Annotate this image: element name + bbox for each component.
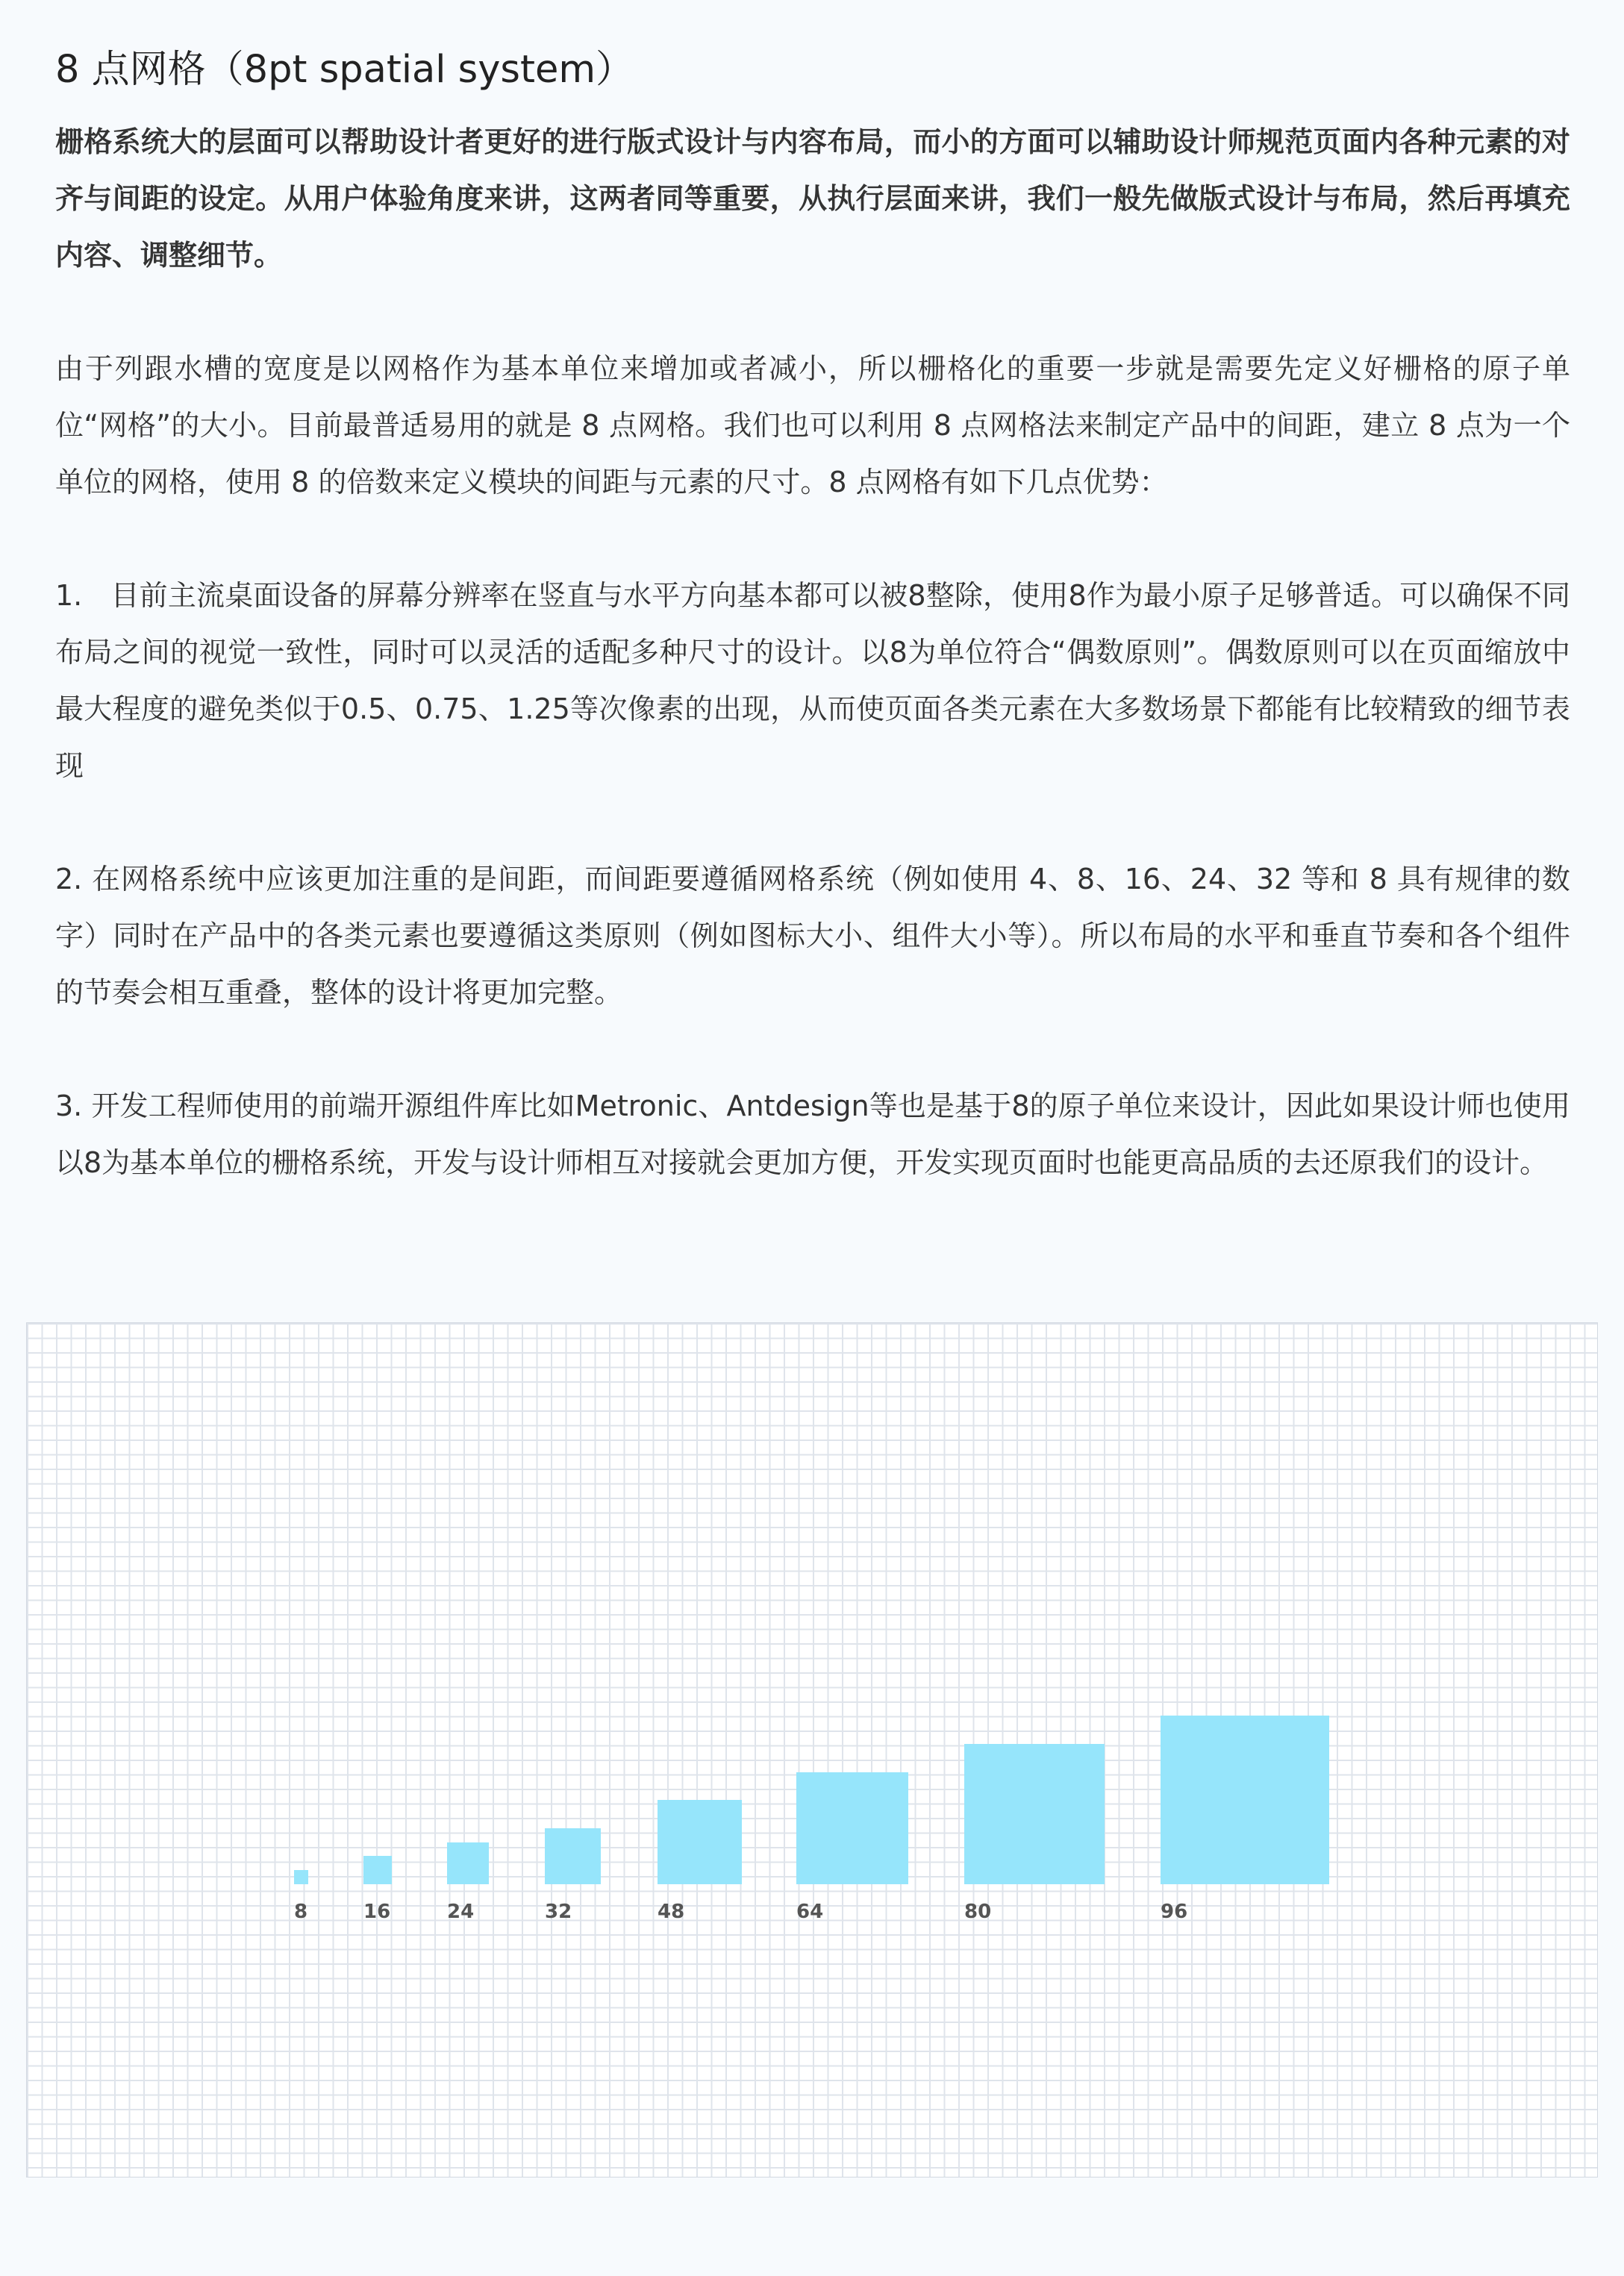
size-label-48: 48 xyxy=(658,1901,685,1923)
size-label-8: 8 xyxy=(294,1901,308,1923)
size-label-32: 32 xyxy=(545,1901,572,1923)
size-label-16: 16 xyxy=(363,1901,391,1923)
advantage-point-1: 1. 目前主流桌面设备的屏幕分辨率在竖直与水平方向基本都可以被8整除，使用8作为最小原子足够普适。可以确保不同布局之间的视觉一致性，同时可以灵活的适配多种尺寸的设计。以8为单位符合“偶数原则”。偶数原则可以在页面缩放中最大程度的避免类似于0.5、0.75、1.25等次像素的出现，从而使页面各类元素在大多数场景下都能有比较精致的细节表现 xyxy=(55,579,1570,782)
size-label-96: 96 xyxy=(1161,1901,1188,1923)
article xyxy=(55,42,1570,1191)
size-block-8 xyxy=(294,1870,308,1884)
size-label-24: 24 xyxy=(447,1901,475,1923)
intro-paragraph: 栅格系统大的层面可以帮助设计者更好的进行版式设计与内容布局，而小的方面可以辅助设计师规范页面内各种元素的对齐与间距的设定。从用户体验角度来讲，这两者同等重要，从执行层面来讲，我们一般先做版式设计与布局，然后再填充内容、调整细节。 xyxy=(55,125,1570,272)
size-block-48 xyxy=(658,1800,742,1884)
grid-illustration xyxy=(26,1322,1598,2177)
size-block-64 xyxy=(796,1772,908,1884)
size-block-32 xyxy=(545,1828,601,1884)
advantage-point-3: 3. 开发工程师使用的前端开源组件库比如Metronic、Antdesign等也是基于8的原子单位来设计，因此如果设计师也使用以8为基本单位的栅格系统，开发与设计师相互对接就会更加方便，开发实现页面时也能更高品质的去还原我们的设计。 xyxy=(55,1089,1570,1179)
size-label-80: 80 xyxy=(964,1901,992,1923)
advantage-point-2: 2. 在网格系统中应该更加注重的是间距，而间距要遵循网格系统（例如使用 4、8、16、24、32 等和 8 具有规律的数字）同时在产品中的各类元素也要遵循这类原则（例如图标大小、组件大小等）。所以布局的水平和垂直节奏和各个组件的节奏会相互重叠，整体的设计将更加完整。 xyxy=(55,863,1570,1009)
page-title: 8 点网格（8pt spatial system） xyxy=(55,48,634,92)
size-block-96 xyxy=(1161,1716,1329,1884)
size-block-16 xyxy=(363,1856,392,1884)
size-block-24 xyxy=(447,1842,489,1884)
grid-unit-paragraph: 由于列跟水槽的宽度是以网格作为基本单位来增加或者减小，所以栅格化的重要一步就是需要先定义好栅格的原子单位“网格”的大小。目前最普适易用的就是 8 点网格。我们也可以利用 8 点网格法来制定产品中的间距，建立 8 点为一个单位的网格，使用 8 的倍数来定义模块的间距与元素的尺寸。8 点网格有如下几点优势： xyxy=(55,352,1570,498)
size-label-64: 64 xyxy=(796,1901,824,1923)
size-block-80 xyxy=(964,1744,1105,1884)
